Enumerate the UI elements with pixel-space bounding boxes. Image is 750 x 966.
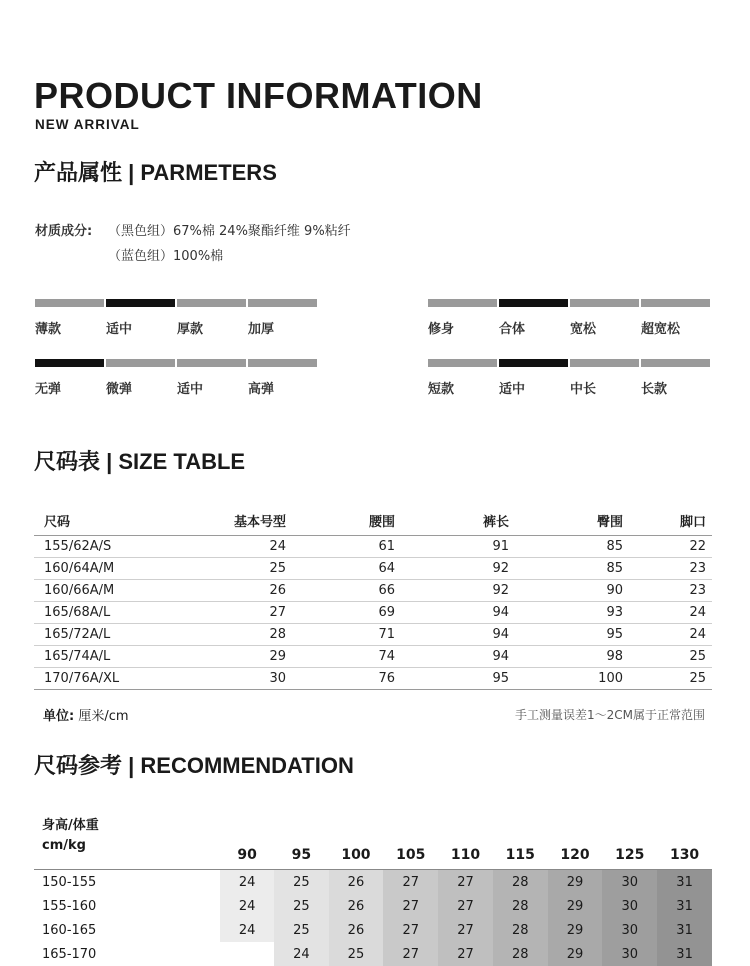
recommended-size-cell: 28 (493, 894, 548, 918)
scale-0-label-3: 加厚 (248, 322, 275, 337)
recommendation-table (34, 810, 712, 966)
scale-1-label-2: 宽松 (570, 322, 597, 337)
scale-0-bar-0 (35, 299, 104, 307)
recommended-size-cell: 24 (274, 942, 328, 966)
size-table-cell: 24 (629, 602, 712, 624)
size-table-row (34, 668, 712, 690)
recommended-size-cell: 27 (438, 942, 493, 966)
size-table-cell: 91 (401, 536, 515, 558)
scale-1-bar-0 (428, 299, 497, 307)
recommended-size-cell: 27 (438, 918, 493, 942)
size-table-cell: 64 (292, 558, 401, 580)
scale-3-bar-3 (641, 359, 710, 367)
size-table-cell: 25 (180, 558, 292, 580)
size-table-cell: 94 (401, 602, 515, 624)
scale-2-bar-2 (177, 359, 246, 367)
material-label: 材质成分: (35, 224, 93, 239)
scale-1-bar-3 (641, 299, 710, 307)
size-table-cell: 71 (292, 624, 401, 646)
size-table-cell: 76 (292, 668, 401, 690)
scale-0-bar-3 (248, 299, 317, 307)
size-table-cell: 66 (292, 580, 401, 602)
recommended-size-cell: 27 (383, 918, 438, 942)
weight-header: 100 (341, 847, 371, 863)
scale-0-bar-1 (106, 299, 175, 307)
weight-header: 90 (237, 847, 257, 863)
recommendation-row (34, 918, 712, 942)
recommended-size-cell: 24 (220, 894, 274, 918)
scale-2-label-1: 微弹 (106, 382, 133, 397)
size-table-cell: 25 (629, 668, 712, 690)
size-table-cell: 98 (515, 646, 629, 668)
recommended-size-cell: 29 (548, 870, 603, 895)
height-range: 155-160 (42, 898, 97, 914)
weight-header: 115 (505, 847, 535, 863)
size-table-row (34, 536, 712, 558)
recommended-size-cell: 27 (383, 894, 438, 918)
size-table-cell: 94 (401, 646, 515, 668)
recommended-size-cell: 28 (493, 918, 548, 942)
size-table-row (34, 624, 712, 646)
size-table-cell: 93 (515, 602, 629, 624)
height-range: 165-170 (42, 946, 97, 962)
size-table-cell: 170/76A/XL (34, 668, 180, 690)
recommended-size-cell: 31 (657, 894, 712, 918)
col-hem: 脚口 (679, 514, 706, 530)
recommended-size-cell (220, 942, 274, 966)
recommended-size-cell: 27 (383, 942, 438, 966)
size-table-row (34, 580, 712, 602)
size-table-cell: 165/68A/L (34, 602, 180, 624)
recommended-size-cell: 29 (548, 942, 603, 966)
size-table-cell: 100 (515, 668, 629, 690)
size-table-cell: 165/74A/L (34, 646, 180, 668)
recommendation-row (34, 894, 712, 918)
col-basic-size: 基本号型 (233, 514, 286, 530)
scale-2-label-3: 高弹 (248, 382, 275, 397)
weight-header: 110 (450, 847, 481, 863)
size-table-cell: 24 (629, 624, 712, 646)
col-waist: 腰围 (368, 514, 395, 530)
recommended-size-cell: 28 (493, 870, 548, 895)
recommended-size-cell: 25 (329, 942, 384, 966)
size-table-cell: 25 (629, 646, 712, 668)
size-table-header-row (34, 505, 712, 536)
size-table-cell: 30 (180, 668, 292, 690)
col-length: 裤长 (482, 514, 509, 530)
scale-1-bar-1 (499, 299, 568, 307)
size-table-cell: 26 (180, 580, 292, 602)
weight-header: 120 (560, 847, 590, 863)
recommended-size-cell: 28 (493, 942, 548, 966)
recommended-size-cell: 31 (657, 870, 712, 895)
weight-header: 95 (291, 847, 312, 863)
scale-3-bar-2 (570, 359, 639, 367)
size-table-cell: 165/72A/L (34, 624, 180, 646)
size-table-row (34, 602, 712, 624)
scale-2-bar-3 (248, 359, 317, 367)
recommended-size-cell: 30 (602, 942, 657, 966)
height-range: 150-155 (42, 874, 97, 890)
size-table-cell: 85 (515, 536, 629, 558)
scale-2-label-0: 无弹 (35, 382, 62, 397)
recommendation-row (34, 870, 712, 895)
size-table-cell: 23 (629, 558, 712, 580)
scale-0-bar-2 (177, 299, 246, 307)
height-weight-label: 身高/体重 cm/kg (42, 818, 99, 853)
scale-1-label-1: 合体 (499, 322, 526, 337)
scale-1-label-0: 修身 (428, 322, 455, 337)
recommended-size-cell: 24 (220, 918, 274, 942)
scale-3-label-2: 中长 (570, 382, 597, 397)
scale-0-label-1: 适中 (106, 322, 133, 337)
size-table-row (34, 558, 712, 580)
scale-0-label-0: 薄款 (35, 322, 62, 337)
recommendation-header-row (34, 810, 712, 870)
recommended-size-cell: 26 (329, 894, 384, 918)
unit-note: 单位: 厘米/cm (43, 709, 129, 724)
size-table-cell: 85 (515, 558, 629, 580)
size-table-cell: 27 (180, 602, 292, 624)
col-hip: 臀围 (596, 514, 623, 530)
parameters-heading: 产品属性 | PARMETERS (34, 160, 277, 185)
size-table-cell: 160/66A/M (34, 580, 180, 602)
recommended-size-cell: 29 (548, 918, 603, 942)
size-table-cell: 74 (292, 646, 401, 668)
measurement-note: 手工测量误差1～2CM属于正常范围 (514, 708, 705, 722)
scale-3-bar-0 (428, 359, 497, 367)
recommended-size-cell: 30 (602, 870, 657, 895)
scale-3-label-1: 适中 (499, 382, 526, 397)
recommended-size-cell: 27 (438, 894, 493, 918)
recommended-size-cell: 25 (274, 870, 328, 895)
page-title: PRODUCT INFORMATION (34, 75, 483, 116)
material-line-1: （黑色组）67%棉 24%聚酯纤维 9%粘纤 (108, 224, 351, 239)
recommended-size-cell: 31 (657, 918, 712, 942)
size-table-cell: 69 (292, 602, 401, 624)
scale-0-label-2: 厚款 (177, 322, 204, 337)
recommended-size-cell: 30 (602, 918, 657, 942)
size-table-cell: 22 (629, 536, 712, 558)
size-table-cell: 90 (515, 580, 629, 602)
height-range: 160-165 (42, 922, 97, 938)
recommended-size-cell: 24 (220, 870, 274, 895)
size-table-cell: 61 (292, 536, 401, 558)
scale-3-label-0: 短款 (428, 382, 455, 397)
recommended-size-cell: 31 (657, 942, 712, 966)
weight-header: 130 (669, 847, 700, 863)
scale-3-label-3: 长款 (641, 382, 668, 397)
recommended-size-cell: 26 (329, 870, 384, 895)
size-table-cell: 28 (180, 624, 292, 646)
material-line-2: （蓝色组）100%棉 (108, 249, 224, 264)
size-table (34, 505, 712, 690)
size-table-cell: 92 (401, 580, 515, 602)
size-table-heading: 尺码表 | SIZE TABLE (34, 449, 246, 474)
size-table-cell: 95 (515, 624, 629, 646)
size-table-cell: 24 (180, 536, 292, 558)
recommendation-heading: 尺码参考 | RECOMMENDATION (34, 753, 354, 778)
recommended-size-cell: 30 (602, 894, 657, 918)
size-table-row (34, 646, 712, 668)
recommended-size-cell: 27 (438, 870, 493, 895)
scale-1-bar-2 (570, 299, 639, 307)
size-table-cell: 23 (629, 580, 712, 602)
scale-2-label-2: 适中 (177, 382, 204, 397)
size-table-cell: 92 (401, 558, 515, 580)
recommended-size-cell: 25 (274, 918, 328, 942)
size-table-cell: 94 (401, 624, 515, 646)
recommended-size-cell: 25 (274, 894, 328, 918)
weight-header: 125 (615, 847, 645, 863)
weight-header: 105 (396, 847, 426, 863)
recommendation-row (34, 942, 712, 966)
scale-2-bar-1 (106, 359, 175, 367)
size-table-cell: 160/64A/M (34, 558, 180, 580)
size-table-cell: 29 (180, 646, 292, 668)
page-subtitle: NEW ARRIVAL (35, 117, 140, 132)
size-table-cell: 155/62A/S (34, 536, 180, 558)
scale-1-label-3: 超宽松 (641, 322, 681, 337)
size-table-cell: 95 (401, 668, 515, 690)
scale-2-bar-0 (35, 359, 104, 367)
recommended-size-cell: 29 (548, 894, 603, 918)
scale-3-bar-1 (499, 359, 568, 367)
recommended-size-cell: 26 (329, 918, 384, 942)
recommended-size-cell: 27 (383, 870, 438, 895)
col-size: 尺码 (44, 514, 71, 530)
